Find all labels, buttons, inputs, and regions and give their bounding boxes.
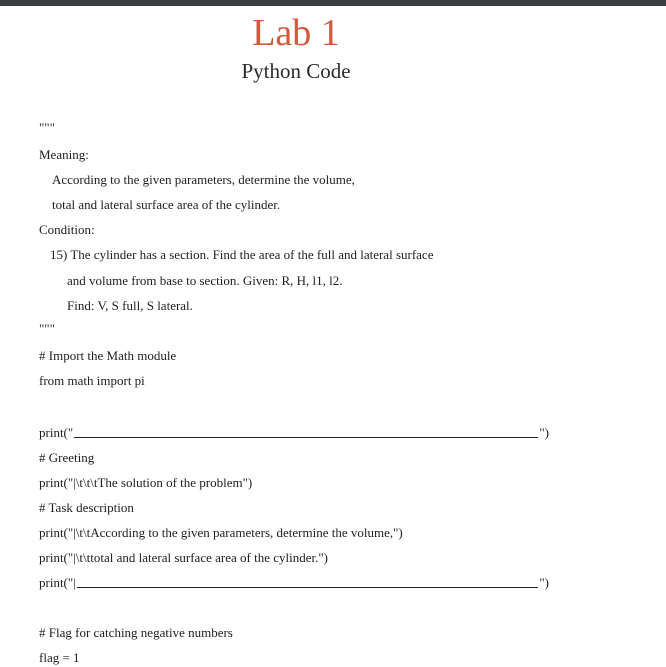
meaning-line-1: According to the given parameters, determine the volume, [52,172,355,187]
comment-import: # Import the Math module [39,348,177,363]
separator-print-2 [39,574,549,592]
condition-label: Condition: [39,222,95,237]
comment-greeting: # Greeting [39,450,95,465]
separator-print-2-end: ") [539,575,549,590]
print-solution: print("|\t\t\tThe solution of the problem") [39,475,253,490]
separator-print-2-start: print("| [39,575,76,590]
meaning-line-2: total and lateral surface area of the cylinder. [52,197,281,212]
document-subtitle: Python Code [241,59,351,83]
separator-print-1-end: ") [539,425,549,440]
separator-print-1 [39,424,549,442]
separator-print-1-start: print(" [39,425,74,440]
comment-task: # Task description [39,500,134,515]
condition-line-3: Find: V, S full, S lateral. [67,298,193,313]
import-statement: from math import pi [39,373,145,388]
top-bar [0,0,666,6]
docstring-open: """ [39,120,55,135]
meaning-label: Meaning: [39,147,89,162]
print-task-1: print("|\t\tAccording to the given parameters, determine the volume,") [39,525,403,540]
docstring-close: """ [39,321,55,336]
condition-line-1: 15) The cylinder has a section. Find the area of the full and lateral surface [50,247,434,262]
condition-line-2: and volume from base to section. Given: R, H, l1, l2. [67,273,343,288]
flag-statement: flag = 1 [39,650,80,665]
print-task-2: print("|\t\ttotal and lateral surface area of the cylinder.") [39,550,328,565]
separator-underline [77,586,539,588]
document-title: Lab 1 [252,12,340,54]
separator-underline [74,436,538,438]
comment-flag: # Flag for catching negative numbers [39,625,233,640]
